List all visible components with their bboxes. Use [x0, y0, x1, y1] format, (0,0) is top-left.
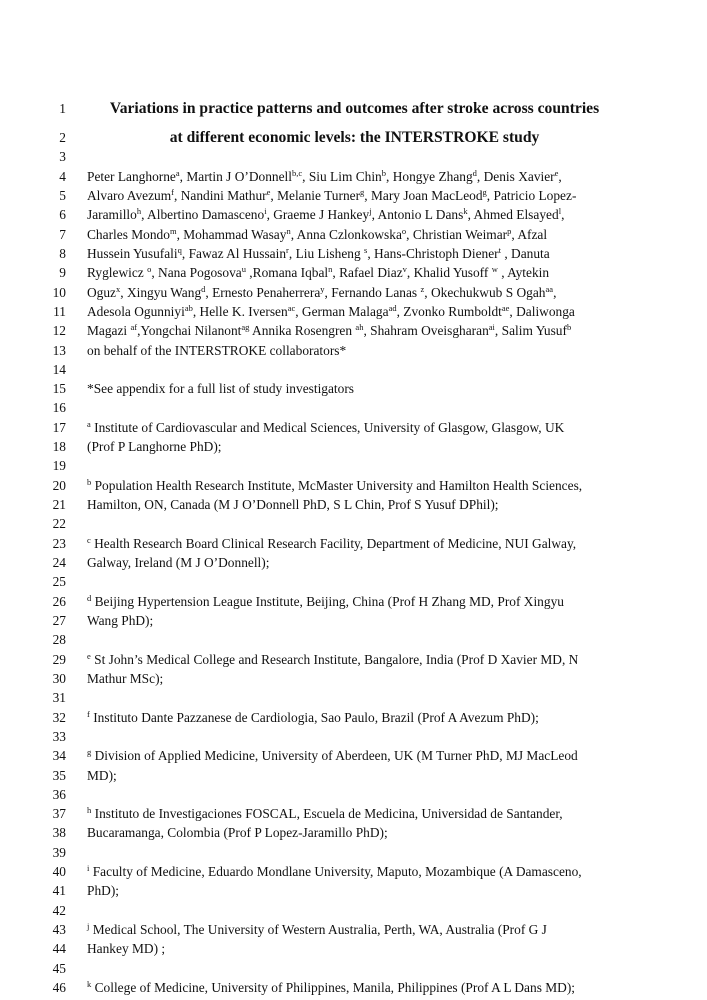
author-name: Alvaro Avezum: [87, 188, 172, 203]
author-name: , Aytekin: [497, 265, 550, 280]
manuscript-line: [0, 611, 707, 631]
manuscript-line: [0, 283, 707, 303]
author-name: , Hans-Christoph Diener: [367, 246, 499, 261]
affiliation-h: [87, 804, 687, 824]
line-number: 39: [52, 845, 66, 860]
affiliation-text: Beijing Hypertension League Institute, Beijing, China (Prof H Zhang MD, Prof Xingyu: [94, 594, 564, 609]
line-number: 46: [52, 980, 66, 995]
author-name: , Helle K. Iversen: [192, 304, 288, 319]
manuscript-line: [0, 688, 707, 708]
affiliation-mark: c: [87, 535, 91, 545]
manuscript-line: [0, 881, 707, 901]
author-name: , Melanie Turner: [270, 188, 361, 203]
affiliation-mark: q: [177, 245, 182, 255]
affiliation-text: Wang PhD);: [87, 613, 154, 628]
affiliation-mark: g: [87, 747, 92, 757]
manuscript-line: [0, 302, 707, 322]
line-number: 24: [52, 555, 66, 570]
affiliation-mark: u: [241, 264, 246, 274]
author-name: ,: [558, 169, 562, 184]
title-line-2: at different economic levels: the INTERSTROKE study: [169, 129, 540, 146]
manuscript-line: [0, 341, 707, 361]
author-name: , Mary Joan MacLeod: [364, 188, 483, 203]
author-name: , Anna Czlonkowska: [290, 227, 402, 242]
affiliation-mark: d: [87, 593, 92, 603]
author-name: , Rafael Diaz: [332, 265, 403, 280]
affiliation-mark: f: [171, 187, 175, 197]
manuscript-line: [0, 514, 707, 534]
affiliation-mark: ae: [501, 303, 510, 313]
author-line: [87, 263, 687, 283]
affiliation-mark: d: [201, 284, 206, 294]
affiliation-mark: ai: [488, 322, 495, 332]
affiliation-c: [87, 534, 687, 554]
affiliation-mark: ah: [355, 322, 364, 332]
line-number: 38: [52, 825, 66, 840]
author-name: Charles Mondo: [87, 227, 170, 242]
appendix-note: *See appendix for a full list of study investigators: [87, 381, 355, 396]
line-number: 28: [52, 632, 66, 647]
line-number: 7: [59, 227, 66, 242]
manuscript-line: [0, 398, 707, 418]
author-name: , Ernesto Penaherrera: [205, 285, 321, 300]
manuscript-line: [0, 186, 707, 206]
affiliation-a: [87, 418, 687, 438]
affiliation-mark: r: [286, 245, 289, 255]
affiliation-text: Galway, Ireland (M J O’Donnell);: [87, 555, 270, 570]
author-name: , Christian Weimar: [406, 227, 508, 242]
author-name: , Afzal: [511, 227, 548, 242]
manuscript-line: [0, 746, 707, 766]
affiliation-mark: t: [498, 245, 501, 255]
author-line: [87, 225, 687, 245]
affiliation-text: Hamilton, ON, Canada (M J O’Donnell PhD, S L Chin, Prof S Yusuf DPhil);: [87, 497, 499, 512]
line-number: 16: [52, 400, 66, 415]
affiliation-mark: ab: [184, 303, 193, 313]
affiliation-e: [87, 650, 687, 670]
manuscript-line: [0, 263, 707, 283]
line-number: 29: [52, 652, 66, 667]
affiliation-text: Instituto de Investigaciones FOSCAL, Escuela de Medicina, Universidad de Santander,: [94, 806, 563, 821]
line-number: 6: [59, 207, 66, 222]
manuscript-line: [0, 843, 707, 863]
manuscript-line: [0, 244, 707, 264]
affiliation-mark: z: [420, 284, 425, 294]
author-name: ,: [561, 207, 565, 222]
line-number: 8: [59, 246, 66, 261]
author-name: , Ahmed Elsayed: [467, 207, 559, 222]
line-number: 21: [52, 497, 66, 512]
author-name: , Siu Lim Chin: [302, 169, 382, 184]
author-name: , Albertino Damasceno: [141, 207, 265, 222]
author-name: , Danuta: [500, 246, 550, 261]
line-number: 34: [52, 748, 66, 763]
author-name: , Daliwonga: [509, 304, 575, 319]
manuscript-line: [0, 321, 707, 341]
affiliation-mark: k: [87, 979, 92, 989]
author-line: [87, 302, 687, 322]
affiliation-k: [87, 978, 687, 998]
affiliation-mark: e: [554, 168, 559, 178]
author-line: [87, 205, 687, 225]
author-name: ,Yongchai Nilanont: [137, 323, 242, 338]
author-name: Oguz: [87, 285, 117, 300]
affiliation-text: Health Research Board Clinical Research Facility, Department of Medicine, NUI Galway,: [94, 536, 577, 551]
affiliation-j: [87, 920, 687, 940]
line-number: 2: [59, 130, 66, 145]
line-number: 27: [52, 613, 66, 628]
affiliation-mark: af: [130, 322, 138, 332]
author-name: ,Romana Iqbal: [245, 265, 329, 280]
affiliation-f: [87, 708, 687, 728]
manuscript-line: [0, 360, 707, 380]
author-name: , Fawaz Al Hussain: [181, 246, 287, 261]
line-number: 43: [52, 922, 66, 937]
affiliation-mark: i: [87, 863, 90, 873]
line-number: 37: [52, 806, 66, 821]
affiliation-mark: n: [286, 226, 291, 236]
line-number: 14: [52, 362, 66, 377]
author-name: , Hongye Zhang: [386, 169, 473, 184]
affiliation-mark: h: [87, 805, 92, 815]
author-name: , Denis Xavier: [476, 169, 555, 184]
affiliation-mark: i: [264, 206, 267, 216]
line-number: 4: [59, 169, 66, 184]
line-number: 20: [52, 478, 66, 493]
author-line: [87, 321, 687, 341]
author-name: Magazi: [87, 323, 131, 338]
manuscript-line: [0, 147, 707, 167]
manuscript-line: [0, 553, 707, 573]
affiliation-mark: m: [169, 226, 177, 236]
line-number: 25: [52, 574, 66, 589]
manuscript-line: [0, 804, 707, 824]
affiliation-mark: g: [482, 187, 487, 197]
affiliation-g: [87, 746, 687, 766]
line-number: 36: [52, 787, 66, 802]
affiliation-text: Institute of Cardiovascular and Medical Sciences, University of Glasgow, Glasgow, UK: [94, 420, 565, 435]
author-name: , Okechukwub S Ogah: [424, 285, 546, 300]
affiliation-text: College of Medicine, University of Philippines, Manila, Philippines (Prof A L Dans MD);: [94, 980, 576, 995]
manuscript-line: [0, 495, 707, 515]
author-line: [87, 186, 687, 206]
affiliation-mark: e: [87, 651, 91, 661]
author-name: , Antonio L Dans: [371, 207, 464, 222]
author-line: [87, 167, 687, 187]
affiliation-mark: a: [175, 168, 180, 178]
line-number: 12: [52, 323, 66, 338]
affiliation-mark: b,c: [291, 168, 303, 178]
manuscript-line: [0, 167, 707, 187]
line-number: 17: [52, 420, 66, 435]
affiliation-text: Faculty of Medicine, Eduardo Mondlane University, Maputo, Mozambique (A Damasceno,: [92, 864, 582, 879]
line-number: 15: [52, 381, 66, 396]
manuscript-line: [0, 959, 707, 979]
manuscript-line: [0, 592, 707, 612]
manuscript-line: [0, 669, 707, 689]
manuscript-line: [0, 978, 707, 998]
line-number: 35: [52, 768, 66, 783]
affiliation-text: St John’s Medical College and Research Institute, Bangalore, India (Prof D Xavier MD, N: [94, 652, 579, 667]
author-name: Adesola Ogunniyi: [87, 304, 185, 319]
line-number: 9: [59, 265, 66, 280]
author-name: Jaramillo: [87, 207, 137, 222]
author-name: , Xingyu Wang: [120, 285, 202, 300]
affiliation-mark: s: [364, 245, 368, 255]
line-number: 22: [52, 516, 66, 531]
author-name: on behalf of the INTERSTROKE collaborators*: [87, 343, 347, 358]
manuscript-line: [0, 823, 707, 843]
author-name: , German Malaga: [295, 304, 389, 319]
author-name: Ryglewicz: [87, 265, 148, 280]
line-number: 11: [53, 304, 66, 319]
manuscript-line: [0, 766, 707, 786]
affiliation-text: Mathur MSc);: [87, 671, 164, 686]
author-line: [87, 341, 687, 361]
affiliation-mark: b: [381, 168, 387, 178]
affiliation-text: Instituto Dante Pazzanese de Cardiologia, Sao Paulo, Brazil (Prof A Avezum PhD);: [93, 710, 539, 725]
affiliation-text: PhD);: [87, 883, 119, 898]
author-name: , Mohammad Wasay: [176, 227, 287, 242]
affiliation-mark: g: [360, 187, 365, 197]
author-line: [87, 283, 687, 303]
affiliation-text: Bucaramanga, Colombia (Prof P Lopez-Jaramillo PhD);: [87, 825, 388, 840]
line-number: 18: [52, 439, 66, 454]
line-number: 30: [52, 671, 66, 686]
line-number: 31: [52, 690, 66, 705]
affiliation-mark: l: [558, 206, 562, 216]
manuscript-line: [0, 456, 707, 476]
manuscript-line: [0, 437, 707, 457]
affiliation-mark: h: [136, 206, 142, 216]
author-name: Annika Rosengren: [249, 323, 356, 338]
affiliation-mark: k: [463, 206, 468, 216]
affiliation-mark: b: [566, 322, 572, 332]
affiliation-mark: b: [87, 477, 92, 487]
manuscript-line: [0, 476, 707, 496]
affiliation-mark: n: [328, 264, 333, 274]
affiliation-mark: aa: [545, 284, 554, 294]
manuscript-line: [0, 205, 707, 225]
affiliation-text: Hankey MD) ;: [87, 941, 166, 956]
affiliation-b: [87, 476, 687, 496]
affiliation-text: (Prof P Langhorne PhD);: [87, 439, 222, 454]
affiliation-i: [87, 862, 687, 882]
affiliation-text: MD);: [87, 768, 117, 783]
line-number: 40: [52, 864, 66, 879]
affiliation-mark: w: [491, 264, 498, 274]
manuscript-line: [0, 650, 707, 670]
affiliation-mark: j: [369, 206, 372, 216]
line-number: 45: [52, 961, 66, 976]
manuscript-line: [0, 225, 707, 245]
affiliation-mark: j: [87, 921, 90, 931]
manuscript-line: [0, 708, 707, 728]
affiliation-text: Division of Applied Medicine, University of Aberdeen, UK (M Turner PhD, MJ MacLeod: [94, 748, 578, 763]
author-name: , Fernando Lanas: [324, 285, 421, 300]
line-number: 42: [52, 903, 66, 918]
manuscript-line: [0, 920, 707, 940]
author-name: , Zvonko Rumboldt: [396, 304, 502, 319]
manuscript-line: [0, 939, 707, 959]
manuscript-line: [0, 99, 707, 119]
manuscript-line: [0, 572, 707, 592]
author-name: , Liu Lisheng: [288, 246, 365, 261]
line-number: 32: [52, 710, 66, 725]
manuscript-line: [0, 128, 707, 148]
author-name: ,: [553, 285, 557, 300]
line-number: 44: [52, 941, 66, 956]
affiliation-mark: x: [116, 284, 121, 294]
manuscript-line: [0, 785, 707, 805]
author-name: Peter Langhorne: [87, 169, 176, 184]
author-name: , Martin J O’Donnell: [179, 169, 292, 184]
author-name: , Salim Yusuf: [494, 323, 567, 338]
author-name: , Nandini Mathur: [174, 188, 267, 203]
affiliation-text: Medical School, The University of Western Australia, Perth, WA, Australia (Prof G J: [92, 922, 547, 937]
line-number: 1: [59, 101, 66, 116]
title-line-1: Variations in practice patterns and outcomes after stroke across countries: [109, 100, 600, 117]
line-number: 23: [52, 536, 66, 551]
affiliation-text: Population Health Research Institute, McMaster University and Hamilton Health Sciences,: [94, 478, 583, 493]
affiliation-mark: v: [402, 264, 407, 274]
manuscript-line: [0, 862, 707, 882]
line-number: 13: [52, 343, 66, 358]
line-number: 26: [52, 594, 66, 609]
author-name: , Khalid Yusoff: [406, 265, 492, 280]
manuscript-line: [0, 379, 707, 399]
line-number: 41: [52, 883, 66, 898]
author-line: [87, 244, 687, 264]
author-name: , Graeme J Hankey: [266, 207, 370, 222]
author-name: Hussein Yusufali: [87, 246, 178, 261]
affiliation-mark: e: [266, 187, 271, 197]
affiliation-mark: f: [87, 709, 90, 719]
line-number: 5: [59, 188, 66, 203]
author-name: , Shahram Oveisgharan: [363, 323, 489, 338]
line-number: 19: [52, 458, 66, 473]
affiliation-mark: o: [147, 264, 152, 274]
manuscript-line: [0, 901, 707, 921]
affiliation-mark: y: [320, 284, 325, 294]
line-number: 3: [59, 149, 66, 164]
line-number: 33: [52, 729, 66, 744]
affiliation-mark: ad: [388, 303, 397, 313]
affiliation-mark: o: [401, 226, 407, 236]
affiliation-mark: a: [87, 419, 91, 429]
author-name: , Nana Pogosova: [151, 265, 242, 280]
affiliation-mark: ag: [241, 322, 250, 332]
affiliation-mark: ac: [287, 303, 296, 313]
author-name: , Patricio Lopez-: [486, 188, 577, 203]
manuscript-line: [0, 534, 707, 554]
manuscript-line: [0, 630, 707, 650]
affiliation-d: [87, 592, 687, 612]
affiliation-mark: p: [507, 226, 512, 236]
manuscript-line: [0, 418, 707, 438]
line-number: 10: [52, 285, 66, 300]
affiliation-mark: d: [472, 168, 477, 178]
manuscript-line: [0, 727, 707, 747]
